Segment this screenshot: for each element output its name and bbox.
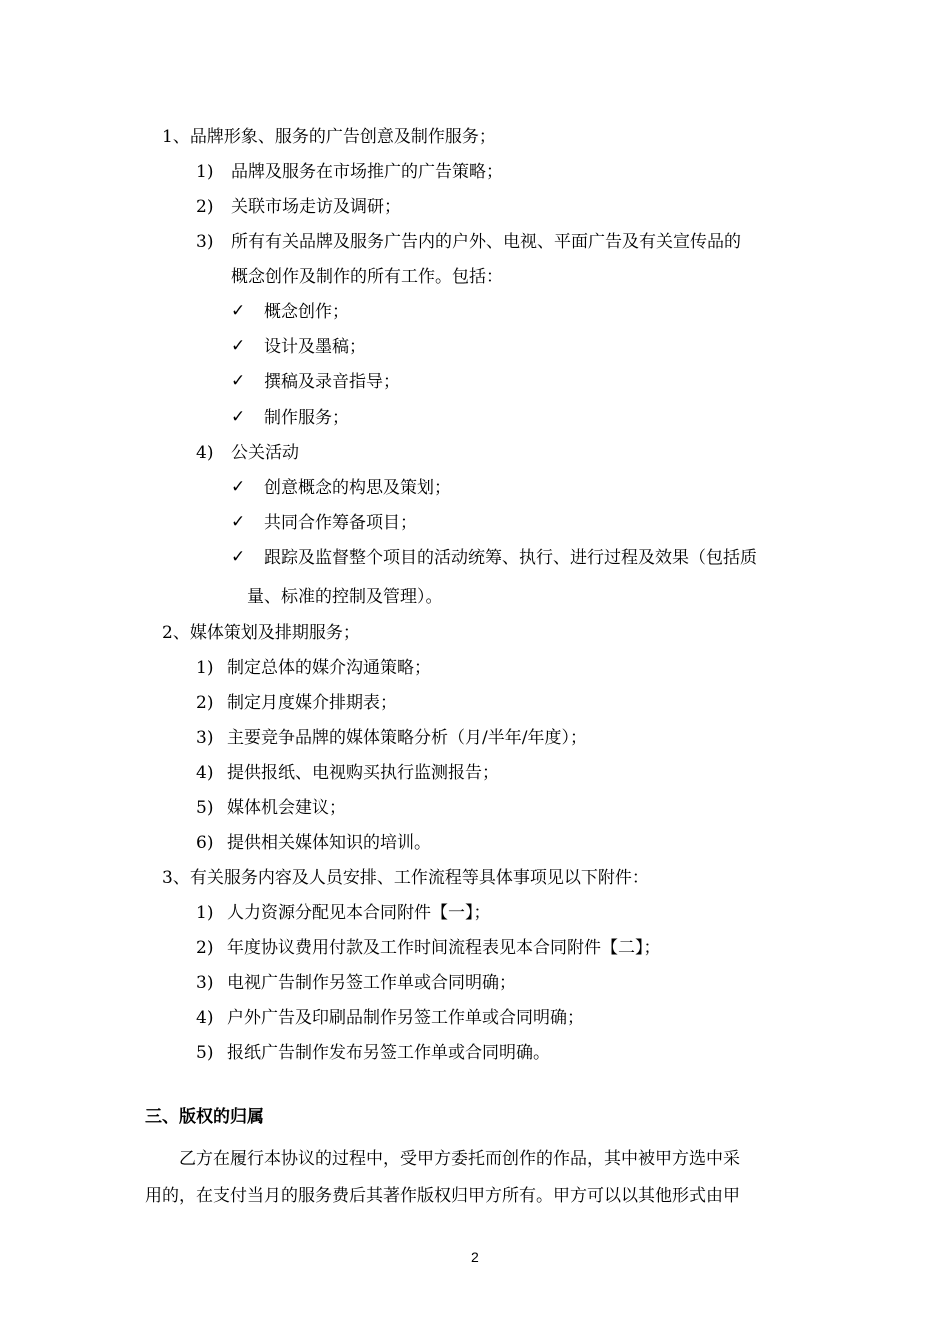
section-2-title: 2、媒体策划及排期服务； — [162, 623, 360, 643]
list-item-text: 所有有关品牌及服务广告内的户外、电视、平面广告及有关宣传品的 — [231, 232, 741, 252]
item-number: 2) — [196, 197, 214, 217]
list-item-text: 提供报纸、电视购买执行监测报告； — [227, 763, 499, 783]
item-number: 3) — [196, 973, 214, 993]
item-number: 2) — [196, 938, 214, 958]
check-item-text: 制作服务； — [264, 408, 349, 428]
section-heading-copyright: 三、版权的归属 — [145, 1107, 264, 1127]
item-number: 4) — [196, 763, 214, 783]
checkmark-icon: ✓ — [231, 336, 246, 356]
paragraph-line-2: 用的，在支付当月的服务费后其著作版权归甲方所有。甲方可以以其他形式由甲 — [145, 1186, 740, 1206]
check-item-text: 撰稿及录音指导； — [264, 372, 400, 392]
list-item-text: 制定月度媒介排期表； — [227, 693, 397, 713]
check-item-text: 设计及墨稿； — [264, 337, 366, 357]
item-number: 4) — [196, 1008, 214, 1028]
check-item-text-continued: 量、标准的控制及管理）。 — [247, 587, 443, 607]
item-number: 6) — [196, 833, 214, 853]
list-item — [196, 161, 213, 183]
list-item-text: 媒体机会建议； — [227, 798, 346, 818]
check-item-text: 概念创作； — [264, 302, 349, 322]
list-item-text-continued: 概念创作及制作的所有工作。包括： — [231, 267, 503, 287]
list-item-text: 户外广告及印刷品制作另签工作单或合同明确； — [227, 1008, 584, 1028]
page-number: 2 — [471, 1249, 479, 1265]
list-item-text: 主要竞争品牌的媒体策略分析（月/半年/年度）； — [227, 728, 587, 748]
checkmark-icon: ✓ — [231, 407, 246, 427]
check-item-text: 跟踪及监督整个项目的活动统筹、执行、进行过程及效果（包括质 — [264, 548, 757, 568]
item-number: 2) — [196, 693, 214, 713]
checkmark-icon: ✓ — [231, 301, 246, 321]
check-item-text: 创意概念的构思及策划； — [264, 478, 451, 498]
paragraph-line-1: 乙方在履行本协议的过程中，受甲方委托而创作的作品，其中被甲方选中采 — [179, 1149, 740, 1169]
section-1-title: 1、品牌形象、服务的广告创意及制作服务； — [162, 127, 496, 147]
list-item-text: 电视广告制作另签工作单或合同明确； — [227, 973, 516, 993]
item-number: 4) — [196, 443, 214, 463]
check-item-text: 共同合作筹备项目； — [264, 513, 417, 533]
list-item-text: 年度协议费用付款及工作时间流程表见本合同附件【二】； — [227, 938, 661, 958]
checkmark-icon: ✓ — [231, 512, 246, 532]
item-number: 1) — [196, 162, 214, 182]
checkmark-icon: ✓ — [231, 477, 246, 497]
list-item-text: 品牌及服务在市场推广的广告策略； — [231, 162, 503, 182]
item-number: 3) — [196, 728, 214, 748]
list-item-text: 报纸广告制作发布另签工作单或合同明确。 — [227, 1043, 550, 1063]
list-item-text: 人力资源分配见本合同附件【一】； — [227, 903, 491, 923]
list-item-text: 制定总体的媒介沟通策略； — [227, 658, 431, 678]
item-number: 1) — [196, 658, 214, 678]
list-item-text: 公关活动 — [231, 443, 299, 463]
checkmark-icon: ✓ — [231, 547, 246, 567]
checkmark-icon: ✓ — [231, 371, 246, 391]
list-item-text: 提供相关媒体知识的培训。 — [227, 833, 431, 853]
section-3-title: 3、有关服务内容及人员安排、工作流程等具体事项见以下附件： — [162, 868, 649, 888]
item-number: 3) — [196, 232, 214, 252]
item-number: 5) — [196, 798, 214, 818]
item-number: 1) — [196, 903, 214, 923]
list-item-text: 关联市场走访及调研； — [231, 197, 401, 217]
item-number: 5) — [196, 1043, 214, 1063]
